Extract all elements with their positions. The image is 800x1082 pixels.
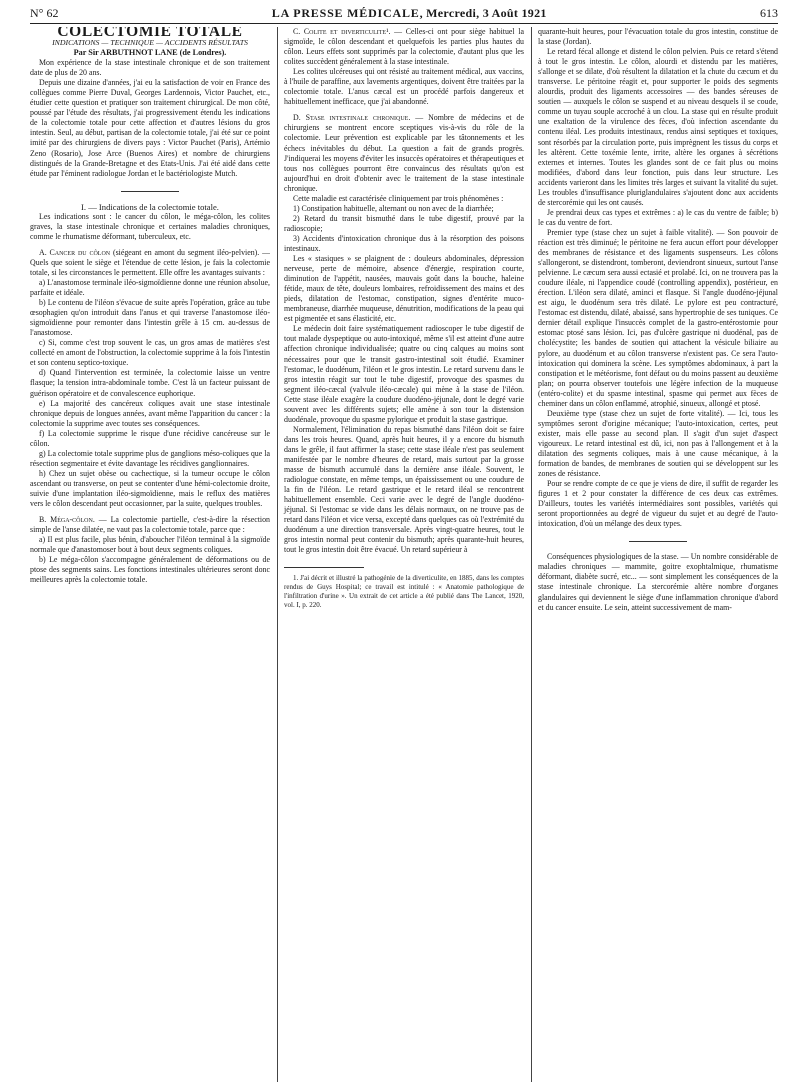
issue-number: N° 62 xyxy=(30,6,59,20)
subsection-title: C. Colite et diverticulite xyxy=(293,27,387,36)
list-item: a) L'anastomose terminale iléo-sigmoïdienne donne une réunion absolue, parfaite et idéale. xyxy=(30,277,270,298)
paragraph xyxy=(284,113,524,193)
section-heading: I. — Indications de la colectomie totale. xyxy=(81,201,219,212)
subsection-title: A. Cancer du côlon xyxy=(39,247,111,257)
list-item: 2) Retard du transit bismuthé dans le tube digestif, prouvé par la radioscopie; xyxy=(284,213,524,233)
list-item: h) Chez un sujet obèse ou cachectique, si la tumeur occupe le côlon ascendant ou transverse, on peut se contenter d'une hémi-colectomie droite, suivie d'une implantation iléo-sigmoïdienne, mais le reflux des matières vers le côlon descendant peut occasionner, par la suite, quelques troubles. xyxy=(30,468,270,509)
list-item: 3) Accidents d'intoxication chronique dus à la résorption des poisons intestinaux. xyxy=(284,233,524,253)
column-1 xyxy=(30,27,270,1082)
paragraph: Premier type (stase chez un sujet à faible vitalité). — Son pouvoir de réaction est très diminué; le péritoine ne fera aucun effort pour développer des membranes de résistance et des ligaments suspenseurs. Les côlons s'allongeront, se distendront, tomberont, deviendront sinueux, surtout l'anse pelvienne. Le cæcum sera aussi ectasié et prolabé. Ici, on ne trouvera pas la coudure iléale, ni l'appendice coudé (controlling appendix), postérieur, en érection. L'iléon sera dilaté, aminci et flasque. Si l'angle duodéno-jéjunal est aigu, le duodénum sera très dilaté. Le pylore est peu contracturé, l'estomac est distendu, dilaté, abaissé, sans hypertrophie de ses tuniques. Ce dernier détail explique l'insuccès complet de la gastro-entérostomie pour estomac ptosé sans lésion. Ici, pas d'ulcère gastrique ni duodénal, pas de cholécystite; les bandes de soutien qui attachent la vésicule biliaire au pylore, au duodénum et au côlon transverse n'existent pas. Ce sera l'auto-intoxication qui dominera la scène. Les symptômes abdominaux, à part la constipation et le météorisme, font défaut ou du moins passent au deuxième plan; on pourra observer toutefois une légère infection de la muqueuse (entéro-colite) et du spasme intestinal, spasme qui permet aux fèces de cheminer dans un côlon enflammé, atrophié, sinueux, allongé et ptosé. xyxy=(538,227,778,408)
list-item: b) Le méga-côlon s'accompagne généralement de déformations ou de ptose des segments sains. Les fonctions intestinales ultérieures seront donc meilleures après la colectomie totale. xyxy=(30,555,270,585)
paragraph: Depuis une dizaine d'années, j'ai eu la satisfaction de voir en France des collègues comme Pierre Duval, Georges Lardennois, Victor Pauchet, etc., étudier cette question et pratiquer son traitement chirurgical. De mon côté, poussé par l'étude des résultats, j'ai progressivement étendu les indications de la colectomie totale pour cette affection et d'autres lésions du gros intestin. Seul, au début, partisan de la colectomie totale, j'ai été sur ce point imité par des chirurgiens de divers pays : Victor Pauchet (Paris), Artémio Zeno (Rosario), Jose Arce (Buenos Aires) et nombre de chirurgiens distingués de la Grande-Bretagne et des Etats-Unis. J'ai été aidé dans cette étude par l'éminent radiologue Jordan et le bactériologiste Mutch. xyxy=(30,78,270,178)
list-item: f) La colectomie supprime le risque d'une récidive cancéreuse sur le côlon. xyxy=(30,428,270,448)
paragraph-text: ¹. — Celles-ci ont pour siège habituel la sigmoïde, le côlon descendant et quelquefois les parties plus hautes du côlon. Leurs effets sont supprimés par la colectomie, d'autant plus que les colites succèdent généralement à la stase intestinale. xyxy=(284,27,524,67)
column-2 xyxy=(277,27,524,1082)
list-item: g) La colectomie totale supprime plus de ganglions méso-coliques que la résection segmentaire et évite davantage les récidives ganglionnaires. xyxy=(30,448,270,468)
divider xyxy=(121,191,179,192)
footnote-divider xyxy=(284,567,364,568)
paragraph: Deuxième type (stase chez un sujet de forte vitalité). — Ici, tous les symptômes seront d'origine mécanique; l'auto-intoxication, certes, peut exister, mais elle passe au second plan. Il s'agit d'un sujet d'aspect vigoureux. Le retard intestinal est dû, ici, non pas à l'allongement et à la dilatation des segments coliques, mais à une cause mécanique, à la formation de bandes, de membranes de soutien qui se développent sur les zones de résistance. xyxy=(538,408,778,479)
issue-date: , Mercredi, 3 Août 1921 xyxy=(419,6,547,20)
paragraph-text: — La colectomie partielle, c'est-à-dire la résection simple de l'anse dilatée, ne vaut pas la colectomie totale, parce que : xyxy=(30,515,270,535)
list-item: d) Quand l'intervention est terminée, la colectomie laisse un ventre flasque; la tension intra-abdominale tombe. C'est là un facteur puissant de guérison opératoire et de convalescence euphorique. xyxy=(30,368,270,398)
page-number: 613 xyxy=(760,6,778,20)
article-columns xyxy=(30,27,778,1082)
article-subtitle: INDICATIONS — TECHNIQUE — ACCIDENTS RÉSULTATS xyxy=(52,38,248,48)
paragraph xyxy=(284,27,524,67)
paragraph: Le médecin doit faire systématiquement radioscoper le tube digestif de tout malade dyspeptique ou auto-intoxiqué, même s'il est atteint d'une autre affection chronique individualisée; quatre ou cinq calques au moins sont nécessaires pour que le transit gastro-intestinal soit étudié. Examiner l'estomac, le duodénum, l'iléon et le gros intestin. Le retard survenu dans le gros intestin réagit sur tout le tube digestif, provoque des spasmes du segment iléo-cæcal (valvule iléo-cæcale) qui mène à la stase de l'iléon. Cette stase iléale exagère la coudure duodéno-jéjunale, dont le degré varie souvent avec les différents sujets; elle amène à son tour la distension duodénale, provoque du spasme pylorique et produit la stase gastrique. xyxy=(284,324,524,424)
journal-name: LA PRESSE MÉDICALE xyxy=(271,6,420,20)
paragraph: Le retard fécal allonge et distend le côlon pelvien. Puis ce retard s'étend à tout le gros intestin. Le côlon, alourdi et distendu par les matières, s'allonge et se dilate, d'où résultent la dilatation et la chute du cæcum et du transverse. Le péritoine réagit et, pour supporter le poids des segments alourdis, produit des ligaments accessoires — des bandes séreuses de soutien — auxquels le côlon se suspend et au niveau desquels il se coude, comme un tuyau souple accroché à un clou. La stase qui en résulte produit une exaltation de la virulence des fèces, d'où infection ascendante du contenu iléal. Les produits intestinaux, rendus ainsi septiques et toxiques, sont résorbés par la circulation porte, puis imprègnent les tissus du corps et les altèrent. Cette toxémie lente, irrite, altère les organes à sécrétions externes et internes. Toutes les glandes sont de ce fait plus ou moins modifiées, d'abord dans leur fonction, puis dans leur structure. Les accidents varieront dans les limites très larges et suivant la vitalité du sujet. Les troubles d'insuffisance pluriglandulaires s'ajoutent donc aux accidents de stercorémie qui les ont causés. xyxy=(538,47,778,207)
paragraph xyxy=(30,248,270,278)
paragraph: Les « stasiques » se plaignent de : douleurs abdominales, dépression nerveuse, perte de mémoire, absence d'énergie, respiration courte, diminution de l'appétit, nausées, mauvais goût dans la bouche, haleine fétide, maux de tête, douleurs lombaires, refroidissement des mains et des pieds, dilatation de l'estomac, constipation, signes d'entérite muco-membraneuse, diarrhée muqueuse, dénutrition, modifications de la peau qui est pigmentée et sans élasticité, etc. xyxy=(284,254,524,324)
paragraph: Cette maladie est caractérisée cliniquement par trois phénomènes : xyxy=(293,193,504,203)
paragraph: Pour se rendre compte de ce que je viens de dire, il suffit de regarder les figures 1 et 2 pour constater la différence de ces deux cas extrêmes. D'ailleurs, toutes les variétés intermédiaires sont possibles, variétés qui seront proportionnées au degré de vigueur du sujet et au degré de l'auto-intoxication, d'où un mélange des deux types. xyxy=(538,479,778,529)
paragraph: Les colites ulcéreuses qui ont résisté au traitement médical, aux vaccins, à l'huile de paraffine, aux lavements argentiques, doivent être traitées par la colectomie totale. L'anus cæcal est un procédé parfois dangereux et habituellement inefficace, que j'ai abandonné. xyxy=(284,67,524,107)
article-title: COLECTOMIE TOTALE xyxy=(57,27,243,40)
subsection-title: D. Stase intestinale chronique. xyxy=(293,113,411,123)
subsection-title: B. Méga-côlon. xyxy=(39,515,95,525)
list-item: b) Le contenu de l'iléon s'évacue de suite après l'opération, grâce au tube œsophagien qu'on introduit dans l'anus et qui traverse l'anastomose iléo-sigmoïdienne pour remonter dans l'intestin grêle à 15 cm. au-dessus de l'anastomose. xyxy=(30,298,270,338)
divider xyxy=(629,541,687,542)
list-item: c) Si, comme c'est trop souvent le cas, un gros amas de matières s'est collecté en amont de l'obstruction, la colectomie supprime à la fois l'intestin et son contenu septico-toxique. xyxy=(30,338,270,368)
paragraph-text: — Nombre de médecins et de chirurgiens se montrent encore sceptiques vis-à-vis du rôle de la colectomie. Leur prévention est explicable par les tâtonnements et les échecs inévitables du début. La question a fait de grands progrès. J'indiquerai les moyens d'éviter les insuccès opératoires et thérapeutiques et tous nos collègues pourront être convaincus des résultats qu'on est aujourd'hui en droit d'obtenir avec le traitement de la stase intestinale chronique. xyxy=(284,113,524,193)
page-header xyxy=(30,6,778,24)
footnote: 1. J'ai décrit et illustré la pathogénie de la diverticulite, en 1885, dans les comptes rendus de Guys Hospital; ce travail est intitulé : « Anatomie pathologique de l'infiltration d'urine ». Un extrait de cet article a été publié dans The Lancet, 1920, vol. I, p. 220. xyxy=(284,574,524,610)
column-3 xyxy=(531,27,778,1082)
list-item: 1) Constipation habituelle, alternant ou non avec de la diarrhée; xyxy=(293,203,494,213)
journal-line xyxy=(272,6,547,20)
paragraph: Je prendrai deux cas types et extrêmes : a) le cas du ventre de faible; b) le cas du ventre de fort. xyxy=(538,207,778,227)
paragraph xyxy=(30,515,270,535)
paragraph: Mon expérience de la stase intestinale chronique et de son traitement date de plus de 20 ans. xyxy=(30,58,270,78)
list-item: a) Il est plus facile, plus bénin, d'aboucher l'iléon terminal à la sigmoïde normale que d'anastomoser bout à bout deux segments coliques. xyxy=(30,535,270,555)
paragraph: Conséquences physiologiques de la stase. — Un nombre considérable de maladies chroniques — mammite, goitre exophtalmique, rhumatisme déformant, diabète sucré, etc... — sont simplement les conséquences de la stase intestinale chronique. La stercorémie altère nombre d'organes glandulaires qui deviennent le siège d'une inflammation chronique d'abord et du cancer ensuite. Le sein, atteint successivement de mam- xyxy=(538,552,778,612)
paragraph: quarante-huit heures, pour l'évacuation totale du gros intestin, constitue de la stase (Jordan). xyxy=(538,27,778,47)
paragraph-text: (siégeant en amont du segment iléo-pelvien). — Quels que soient le siège et l'étendue de cette lésion, je fais la colectomie totale, si les circonstances le permettent. Elle offre les avantages suivants : xyxy=(30,247,270,277)
paragraph: Normalement, l'élimination du repas bismuthé dans l'iléon doit se faire dans les trois heures. Quand, après huit heures, il y a encore du bismuth dans le grêle, il faut affirmer la stase; cette stase iléale n'est pas seulement manifestée par le nombre d'heures de retard, mais surtout par la grosse masse de bismuth accumulé dans la dernière anse iléale. Souvent, le radiologue constate, en même temps, un épaississement ou une coudure de la fin de l'iléon. Le retard gastrique et le retard iléal se rencontrent habituellement ensemble. Ceci varie avec le degré de l'angle duodéno-jéjunal. Si l'estomac se vide dans les délais normaux, on ne trouve pas de retard dans l'iléon et vice versa, excepté dans quelques cas où l'extrémité du duodénum a une direction transversale. Après vingt-quatre heures, tout le gros intestin normal peut contenir du bismuth; après quarante-huit heures, tout le gros intestin doit être évacué. Un retard supérieur à xyxy=(284,424,524,555)
list-item: e) La majorité des cancéreux coliques avait une stase intestinale chronique depuis de longues années, avant même l'apparition du cancer : la colectomie la supprime avec toutes ses conséquences. xyxy=(30,398,270,428)
paragraph: Les indications sont : le cancer du côlon, le méga-côlon, les colites graves, la stase intestinale chronique et certaines maladies chroniques, comme le rhumatisme déformant, tuberculeux, etc. xyxy=(30,211,270,241)
article-author: Par Sir ARBUTHNOT LANE (de Londres). xyxy=(73,48,227,58)
